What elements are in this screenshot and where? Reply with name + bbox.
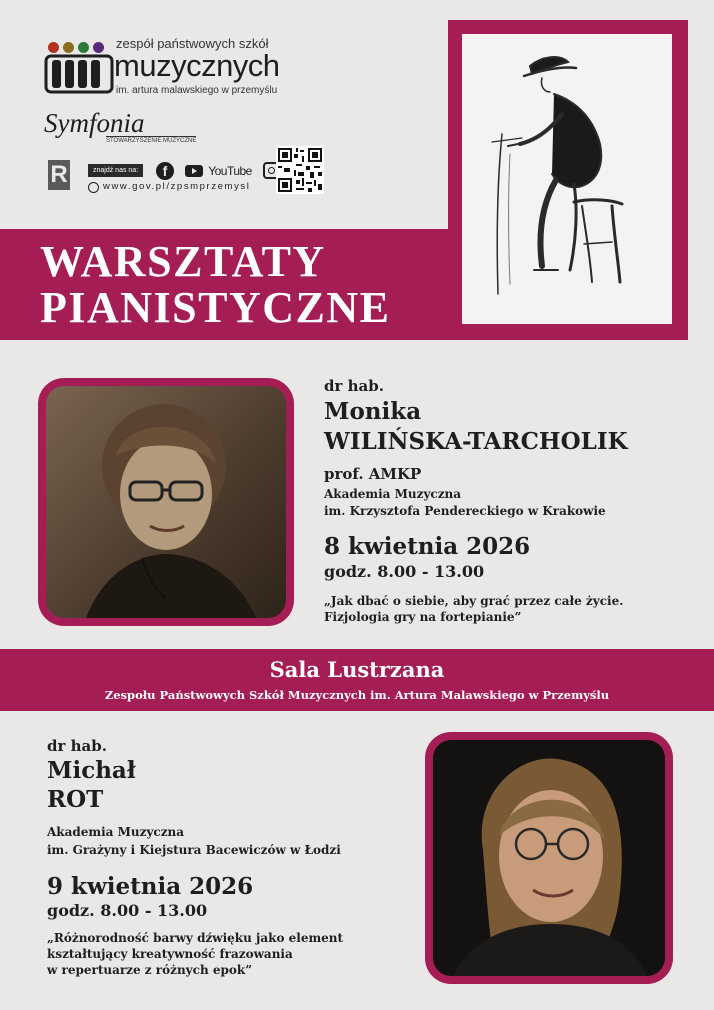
- find-us-label: znajdź nas na:: [88, 164, 143, 177]
- venue-detail: Zespołu Państwowych Szkół Muzycznych im. Artura Malawskiego w Przemyślu: [104, 688, 610, 702]
- dot-brown: [63, 42, 74, 53]
- website-link[interactable]: www.gov.pl/zpsmprzemysl: [103, 181, 251, 192]
- dot-purple: [93, 42, 104, 53]
- speaker2-topic-line1: „Różnorodność barwy dźwięku jako element: [47, 931, 344, 945]
- speaker1-institution-line2: im. Krzysztofa Pendereckiego w Krakowie: [324, 504, 606, 518]
- title-line2: PIANISTYCZNE: [40, 283, 391, 332]
- speaker2-institution-line2: im. Grażyny i Kiejstura Bacewiczów w Łodzi: [47, 843, 341, 857]
- speaker1-institution-line1: Akademia Muzyczna: [324, 487, 462, 501]
- speaker1-date: 8 kwietnia 2026: [324, 533, 531, 560]
- r-logo-icon: R: [48, 160, 70, 190]
- speaker2-title: dr hab.: [47, 737, 107, 755]
- speaker1-position: prof. AMKP: [324, 465, 422, 483]
- speaker2-last-name: ROT: [47, 786, 104, 813]
- speaker2-topic-line2: kształtujący kreatywność frazowania: [47, 947, 293, 961]
- dot-red: [48, 42, 59, 53]
- venue-name: Sala Lustrzana: [269, 657, 445, 682]
- symfonia-subtitle: STOWARZYSZENIE MUZYCZNE: [106, 138, 197, 144]
- speaker1-photo: [46, 386, 286, 618]
- speaker2-date: 9 kwietnia 2026: [47, 873, 254, 900]
- speaker1-topic-line1: „Jak dbać o siebie, aby grać przez całe życie.: [324, 594, 624, 608]
- speaker2-first-name: Michał: [47, 757, 136, 784]
- title-line1: WARSZTATY: [40, 237, 326, 286]
- youtube-label[interactable]: YouTube: [208, 163, 252, 178]
- speaker1-title: dr hab.: [324, 377, 384, 395]
- speaker2-topic-line3: w repertuarze z różnych epok”: [47, 963, 253, 977]
- globe-icon: [88, 182, 99, 193]
- symfonia-logo: Symfonia: [44, 108, 145, 138]
- school-name-line2: muzycznych: [114, 48, 280, 83]
- pianist-illustration: [462, 34, 672, 324]
- school-name-line3: im. artura malawskiego w przemyślu: [116, 85, 278, 96]
- qr-code-icon[interactable]: [276, 146, 324, 194]
- youtube-icon[interactable]: [185, 165, 203, 177]
- speaker1-hours: godz. 8.00 - 13.00: [324, 562, 485, 581]
- dot-green: [78, 42, 89, 53]
- speaker2-hours: godz. 8.00 - 13.00: [47, 901, 208, 920]
- speaker2-institution-line1: Akademia Muzyczna: [47, 825, 185, 839]
- speaker1-topic-line2: Fizjologia gry na fortepianie”: [324, 610, 522, 624]
- school-name-line1: zespół państwowych szkół: [116, 36, 269, 51]
- speaker1-first-name: Monika: [324, 398, 422, 425]
- speaker1-last-name: WILIŃSKA-TARCHOLIK: [324, 428, 628, 455]
- speaker2-photo: [433, 740, 665, 976]
- piano-logo-icon: [44, 54, 114, 94]
- pianist-sketch-icon: [462, 34, 672, 324]
- facebook-icon[interactable]: f: [156, 162, 174, 180]
